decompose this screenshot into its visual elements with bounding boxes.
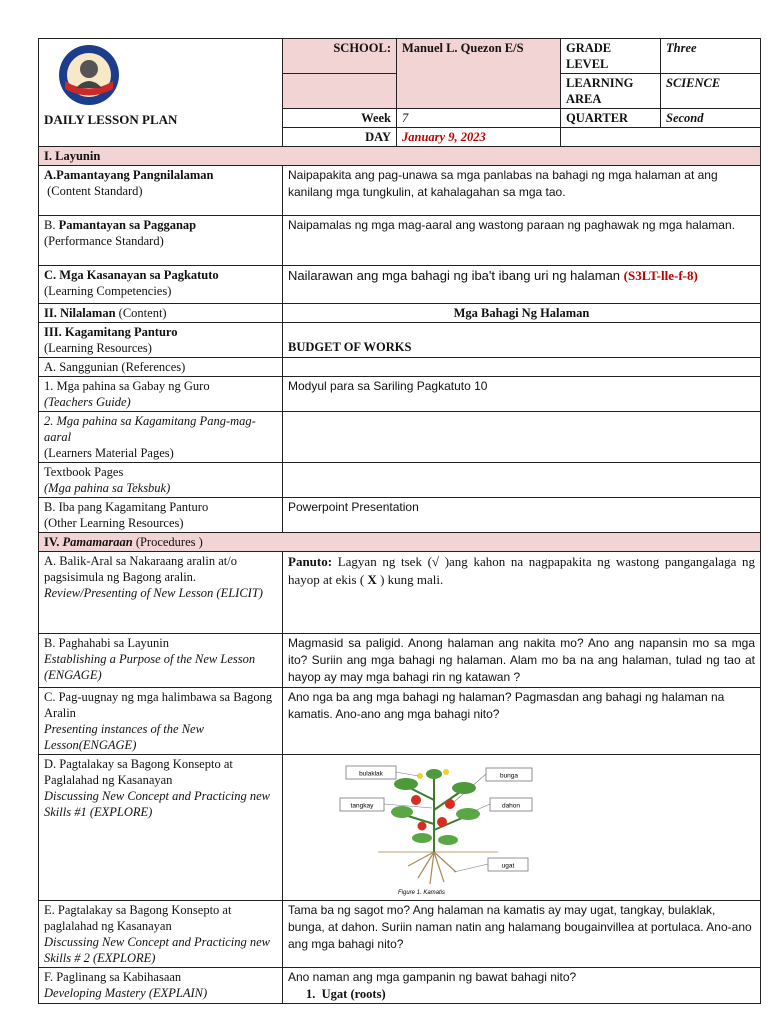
- document-title: DAILY LESSON PLAN: [44, 112, 178, 127]
- content-standard-label: A.Pamantayang Pangnilalaman (Content Standard): [39, 166, 283, 216]
- quarter-value: Second: [661, 109, 761, 128]
- explain-label: F. Paglinang sa Kabihasaan Developing Mastery (EXPLAIN): [39, 968, 283, 1004]
- engage-text: Magmasid sa paligid. Anong halaman ang nakita mo? Ano ang napansin mo sa mga ito? Suriin ang mga bahagi ng halaman. Alam mo ba na ang halaman, tulad ng tao at hayop ay may mga bahagi rin ng katawan ?: [283, 634, 761, 688]
- elicit-label: A. Balik-Aral sa Nakaraang aralin at/o pagsisimula ng Bagong aralin. Review/Presenting of New Lesson (ELICIT): [39, 552, 283, 634]
- explore2-text: Tama ba ng sagot mo? Ang halaman na kamatis ay may ugat, tangkay, bulaklak, bunga, at dahon. Suriin naman natin ang halamang bougainvillea at portulaca. Ano-ano ang mga bahagi nito?: [283, 901, 761, 968]
- references-label: A. Sanggunian (References): [39, 358, 283, 377]
- performance-standard-text: Naipamalas ng mga mag-aaral ang wastong paraan ng paghawak ng mga halaman.: [283, 216, 761, 266]
- explore2-label: E. Pagtalakay sa Bagong Konsepto at paglalahad ng Kasanayan Discussing New Concept and Practicing new Skills # 2 (EXPLORE): [39, 901, 283, 968]
- budget-of-works: BUDGET OF WORKS: [283, 323, 761, 358]
- learners-material-value: [283, 412, 761, 463]
- explain-text: Ano naman ang mga gampanin ng bawat bahagi nito? 1. Ugat (roots): [283, 968, 761, 1004]
- elicit-text: Panuto: Lagyan ng tsek (√ )ang kahon na nagpapakita ng wastong pangangalaga ng hayop at ekis ( X ) kung mali.: [283, 552, 761, 634]
- other-resources-value: Powerpoint Presentation: [283, 498, 761, 533]
- engage-label: B. Paghahabi sa Layunin Establishing a Purpose of the New Lesson (ENGAGE): [39, 634, 283, 688]
- explore1-label: D. Pagtalakay sa Bagong Konsepto at Paglalahad ng Kasanayan Discussing New Concept and Practicing new Skills #1 (EXPLORE): [39, 755, 283, 901]
- competencies-label: C. Mga Kasanayan sa Pagkatuto (Learning Competencies): [39, 266, 283, 304]
- content-topic: Mga Bahagi Ng Halaman: [283, 304, 761, 323]
- grade-value: Three: [661, 39, 761, 74]
- textbook-pages-label: Textbook Pages (Mga pahina sa Teksbuk): [39, 463, 283, 498]
- other-resources-label: B. Iba pang Kagamitang Panturo (Other Learning Resources): [39, 498, 283, 533]
- school-value: Manuel L. Quezon E/S: [397, 39, 561, 109]
- label-dahon: dahon: [501, 802, 521, 810]
- area-value: SCIENCE: [661, 74, 761, 109]
- tomato-plant-figure: [338, 760, 548, 898]
- week-value: 7: [397, 109, 561, 128]
- day-spacer: [561, 128, 761, 147]
- instances-label: C. Pag-uugnay ng mga halimbawa sa Bagong Aralin Presenting instances of the New Lesson(ENGAGE): [39, 688, 283, 755]
- learners-material-label: 2. Mga pahina sa Kagamitang Pang-mag-aaral (Learners Material Pages): [39, 412, 283, 463]
- performance-standard-label: B. Pamantayan sa Pagganap (Performance Standard): [39, 216, 283, 266]
- instances-text: Ano nga ba ang mga bahagi ng halaman? Pagmasdan ang bahagi ng halaman na kamatis. Ano-ano ang mga bahagi nito?: [283, 688, 761, 755]
- day-label: DAY: [283, 128, 397, 147]
- logo-title-cell: [39, 39, 283, 147]
- quarter-label: QUARTER: [561, 109, 661, 128]
- school-seal-icon: [58, 44, 120, 106]
- section-pamamaraan: IV. Pamamaraan (Procedures ): [39, 533, 761, 552]
- lesson-plan-sheet: [38, 38, 760, 1004]
- label-bulaklak: bulaklak: [359, 770, 383, 778]
- references-value: [283, 358, 761, 377]
- day-value: January 9, 2023: [397, 128, 561, 147]
- label-bunga: bunga: [499, 772, 519, 780]
- teachers-guide-value: Modyul para sa Sariling Pagkatuto 10: [283, 377, 761, 412]
- grade-label: GRADE LEVEL: [561, 39, 661, 74]
- content-standard-text: Naipapakita ang pag-unawa sa mga panlabas na bahagi ng mga halaman at ang kanilang mga tungkulin, at kahalagahan sa mga tao.: [283, 166, 761, 216]
- textbook-pages-value: [283, 463, 761, 498]
- lesson-plan-table: [38, 38, 761, 1004]
- competencies-text: Nailarawan ang mga bahagi ng iba't ibang uri ng halaman (S3LT-lle-f-8): [283, 266, 761, 304]
- explore1-figure-cell: [283, 755, 761, 901]
- school-label-spacer: [283, 74, 397, 109]
- section-layunin: I. Layunin: [39, 147, 761, 166]
- figure-caption: Figure 1. Kamatis: [398, 890, 446, 896]
- section-kagamitan: III. Kagamitang Panturo (Learning Resources): [39, 323, 283, 358]
- section-nilalaman: II. Nilalaman (Content): [39, 304, 283, 323]
- week-label: Week: [283, 109, 397, 128]
- teachers-guide-label: 1. Mga pahina sa Gabay ng Guro (Teachers Guide): [39, 377, 283, 412]
- school-label: SCHOOL:: [283, 39, 397, 74]
- label-tangkay: tangkay: [350, 802, 374, 810]
- area-label: LEARNING AREA: [561, 74, 661, 109]
- label-ugat: ugat: [501, 862, 515, 870]
